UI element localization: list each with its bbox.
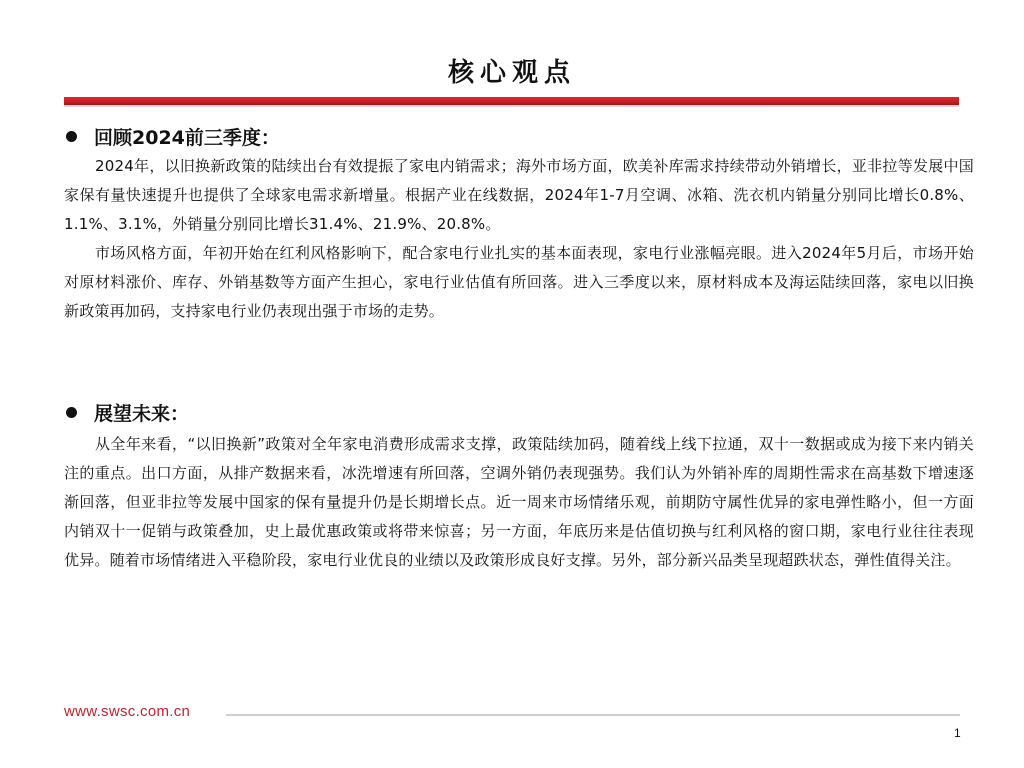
title-divider — [64, 97, 959, 105]
section-outlook — [64, 396, 974, 575]
paragraph: 市场风格方面，年初开始在红利风格影响下，配合家电行业扎实的基本面表现，家电行业涨幅亮眼。进入2024年5月后，市场开始对原材料涨价、库存、外销基数等方面产生担心，家电行业估值有所回落。进入三季度以来，原材料成本及海运陆续回落，家电以旧换新政策再加码，支持家电行业仍表现出强于市场的走势。 — [64, 244, 974, 320]
bullet-dot-icon — [66, 131, 77, 142]
footer-divider — [226, 714, 960, 716]
paragraph: 2024年，以旧换新政策的陆续出台有效提振了家电内销需求；海外市场方面，欧美补库需求持续带动外销增长，亚非拉等发展中国家保有量快速提升也提供了全球家电需求新增量。根据产业在线数据，2024年1-7月空调、冰箱、洗衣机内销量分别同比增长0.8%、1.1%、3.1%，外销量分别同比增长31.4%、21.9%、20.8%。 — [64, 157, 974, 233]
footer-website-link[interactable]: www.swsc.com.cn — [64, 703, 191, 720]
section-heading — [64, 396, 974, 428]
page-title: 核心观点 — [447, 58, 576, 88]
title-divider-shadow — [64, 105, 959, 107]
section-heading-text: 回顾2024前三季度： — [94, 126, 280, 149]
section-review — [64, 120, 974, 326]
page-number: 1 — [954, 726, 961, 740]
section-heading — [64, 120, 974, 152]
bullet-dot-icon — [66, 407, 77, 418]
section-heading-text: 展望未来： — [94, 402, 190, 425]
paragraph: 从全年来看，“以旧换新”政策对全年家电消费形成需求支撑，政策陆续加码，随着线上线下拉通，双十一数据或成为接下来内销关注的重点。出口方面，从排产数据来看，冰洗增速有所回落，空调外销仍表现强势。我们认为外销补库的周期性需求在高基数下增速逐渐回落，但亚非拉等发展中国家的保有量提升仍是长期增长点。近一周来市场情绪乐观，前期防守属性优异的家电弹性略小，但一方面内销双十一促销与政策叠加，史上最优惠政策或将带来惊喜；另一方面，年底历来是估值切换与红利风格的窗口期，家电行业往往表现优异。随着市场情绪进入平稳阶段，家电行业优良的业绩以及政策形成良好支撑。另外，部分新兴品类呈现超跌状态，弹性值得关注。 — [64, 435, 974, 569]
